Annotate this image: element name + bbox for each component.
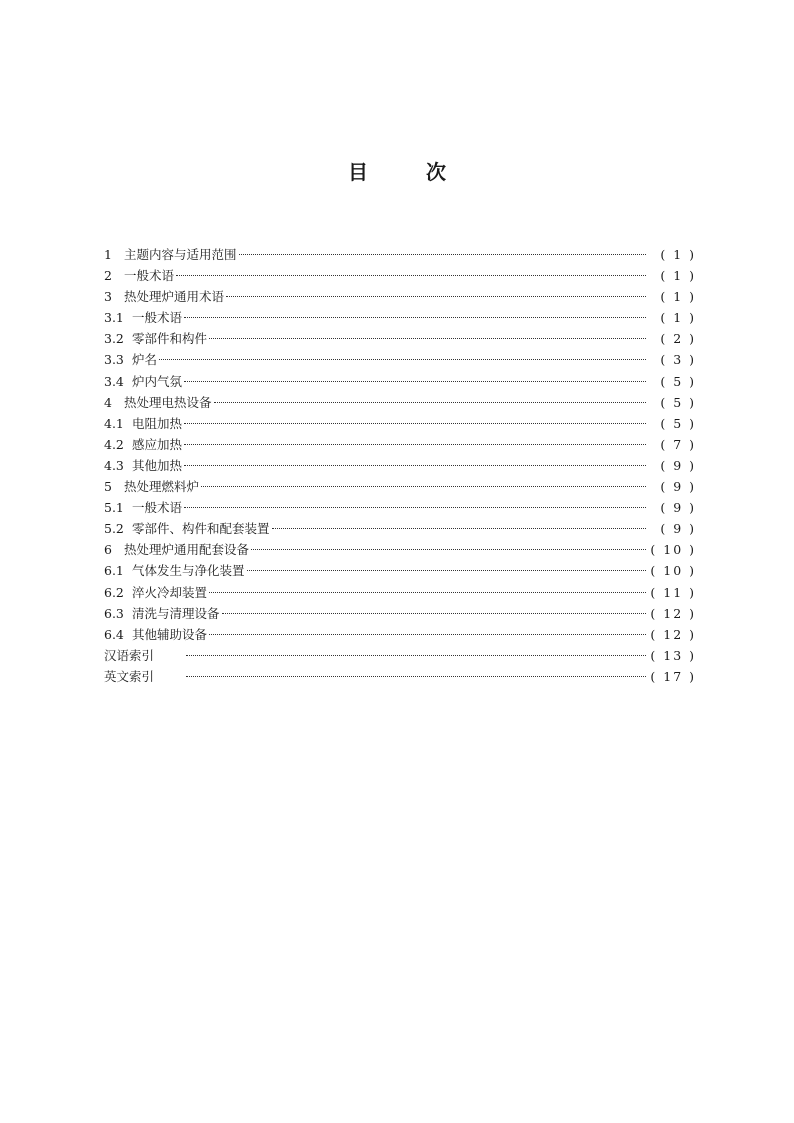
toc-entry-label: 感应加热 bbox=[132, 436, 183, 452]
toc-entry-number: 3.4 bbox=[104, 373, 124, 389]
toc-entry[interactable] bbox=[104, 286, 696, 307]
dot-leader bbox=[251, 548, 646, 550]
toc-entry-label: 零部件、构件和配套装置 bbox=[132, 521, 270, 537]
toc-entry[interactable] bbox=[104, 624, 696, 645]
dot-leader bbox=[184, 316, 646, 318]
toc-entry-page: ( 17 ) bbox=[650, 668, 696, 684]
toc-entry[interactable] bbox=[104, 582, 696, 603]
toc-entry-page: ( 9 ) bbox=[660, 479, 696, 495]
toc-entry-page: ( 10 ) bbox=[650, 542, 696, 558]
toc-entry[interactable] bbox=[104, 455, 696, 476]
title-char-1: 目 bbox=[348, 160, 368, 184]
toc-entry-page: ( 12 ) bbox=[650, 626, 696, 642]
toc-entry-number: 4.1 bbox=[104, 415, 124, 431]
toc-entry-label: 炉内气氛 bbox=[132, 373, 183, 389]
toc-entry[interactable] bbox=[104, 476, 696, 497]
toc-entry-label: 热处理燃料炉 bbox=[124, 479, 200, 495]
toc-entry-page: ( 7 ) bbox=[660, 436, 696, 452]
toc-entry-label: 清洗与清理设备 bbox=[132, 605, 220, 621]
toc-entry-label: 一般术语 bbox=[132, 310, 183, 326]
toc-entry-label: 淬火冷却装置 bbox=[132, 584, 208, 600]
toc-entry-number: 6.2 bbox=[104, 584, 124, 600]
toc-entry-page: ( 5 ) bbox=[660, 394, 696, 410]
dot-leader bbox=[184, 380, 646, 382]
toc-entry-label: 电阻加热 bbox=[132, 415, 183, 431]
toc-entry[interactable] bbox=[104, 560, 696, 581]
dot-leader bbox=[184, 422, 646, 424]
toc-entry[interactable] bbox=[104, 666, 696, 687]
dot-leader bbox=[239, 253, 646, 255]
toc-entry-page: ( 3 ) bbox=[660, 352, 696, 368]
toc-entry-number: 2 bbox=[104, 268, 112, 284]
toc-entry-label: 热处理炉通用配套设备 bbox=[124, 542, 250, 558]
toc-entry-page: ( 9 ) bbox=[660, 457, 696, 473]
toc-entry-label: 英文索引 bbox=[104, 668, 155, 684]
toc-entry-page: ( 5 ) bbox=[660, 415, 696, 431]
dot-leader bbox=[226, 295, 646, 297]
toc-entry-label: 一般术语 bbox=[124, 268, 175, 284]
toc-entry[interactable] bbox=[104, 244, 696, 265]
dot-leader bbox=[186, 675, 646, 677]
toc-entry-page: ( 12 ) bbox=[650, 605, 696, 621]
toc-entry[interactable] bbox=[104, 645, 696, 666]
toc-entry-number: 6.3 bbox=[104, 605, 124, 621]
toc-entry-page: ( 2 ) bbox=[660, 331, 696, 347]
dot-leader bbox=[209, 633, 646, 635]
toc-entry-label: 零部件和构件 bbox=[132, 331, 208, 347]
dot-leader bbox=[272, 527, 646, 529]
dot-leader bbox=[222, 612, 646, 614]
toc-entry[interactable] bbox=[104, 349, 696, 370]
toc-entry-number: 5.2 bbox=[104, 521, 124, 537]
toc-entry[interactable] bbox=[104, 497, 696, 518]
dot-leader bbox=[184, 464, 646, 466]
table-of-contents bbox=[104, 244, 696, 687]
dot-leader bbox=[186, 654, 646, 656]
toc-entry[interactable] bbox=[104, 539, 696, 560]
toc-entry-label: 热处理炉通用术语 bbox=[124, 289, 225, 305]
title-char-2: 次 bbox=[426, 160, 446, 184]
dot-leader bbox=[247, 569, 646, 571]
dot-leader bbox=[214, 401, 646, 403]
toc-entry-page: ( 13 ) bbox=[650, 647, 696, 663]
toc-entry-page: ( 1 ) bbox=[660, 289, 696, 305]
toc-entry-number: 4.3 bbox=[104, 457, 124, 473]
dot-leader bbox=[209, 591, 646, 593]
toc-entry-page: ( 1 ) bbox=[660, 268, 696, 284]
toc-entry-number: 5 bbox=[104, 479, 112, 495]
toc-entry-number: 3 bbox=[104, 289, 112, 305]
toc-entry-page: ( 11 ) bbox=[650, 584, 696, 600]
dot-leader bbox=[184, 506, 646, 508]
toc-entry-label: 其他加热 bbox=[132, 457, 183, 473]
toc-entry-number: 3.1 bbox=[104, 310, 124, 326]
toc-entry-page: ( 5 ) bbox=[660, 373, 696, 389]
toc-entry-number: 3.3 bbox=[104, 352, 124, 368]
toc-entry-label: 气体发生与净化装置 bbox=[132, 563, 245, 579]
toc-entry[interactable] bbox=[104, 603, 696, 624]
toc-entry[interactable] bbox=[104, 371, 696, 392]
dot-leader bbox=[209, 337, 646, 339]
page-title bbox=[0, 156, 794, 185]
toc-entry[interactable] bbox=[104, 265, 696, 286]
toc-entry[interactable] bbox=[104, 413, 696, 434]
toc-entry[interactable] bbox=[104, 307, 696, 328]
toc-entry[interactable] bbox=[104, 518, 696, 539]
toc-entry-number: 4.2 bbox=[104, 436, 124, 452]
dot-leader bbox=[184, 443, 646, 445]
toc-entry-number: 6.1 bbox=[104, 563, 124, 579]
toc-entry-label: 汉语索引 bbox=[104, 647, 155, 663]
toc-entry-number: 3.2 bbox=[104, 331, 124, 347]
dot-leader bbox=[176, 274, 646, 276]
toc-entry-page: ( 1 ) bbox=[660, 247, 696, 262]
toc-entry[interactable] bbox=[104, 392, 696, 413]
toc-entry-number: 5.1 bbox=[104, 500, 124, 516]
toc-entry-label: 其他辅助设备 bbox=[132, 626, 208, 642]
toc-entry-label: 炉名 bbox=[132, 352, 158, 368]
dot-leader bbox=[201, 485, 646, 487]
toc-entry-number: 1 bbox=[104, 247, 112, 262]
toc-entry-page: ( 10 ) bbox=[650, 563, 696, 579]
toc-entry-number: 4 bbox=[104, 394, 112, 410]
toc-entry-number: 6 bbox=[104, 542, 112, 558]
toc-entry[interactable] bbox=[104, 434, 696, 455]
toc-entry-label: 一般术语 bbox=[132, 500, 183, 516]
dot-leader bbox=[159, 358, 646, 360]
toc-entry-label: 热处理电热设备 bbox=[124, 394, 212, 410]
toc-entry-page: ( 9 ) bbox=[660, 521, 696, 537]
toc-entry-number: 6.4 bbox=[104, 626, 124, 642]
toc-entry-label: 主题内容与适用范围 bbox=[124, 247, 237, 262]
toc-entry-page: ( 1 ) bbox=[660, 310, 696, 326]
toc-entry[interactable] bbox=[104, 328, 696, 349]
toc-entry-page: ( 9 ) bbox=[660, 500, 696, 516]
